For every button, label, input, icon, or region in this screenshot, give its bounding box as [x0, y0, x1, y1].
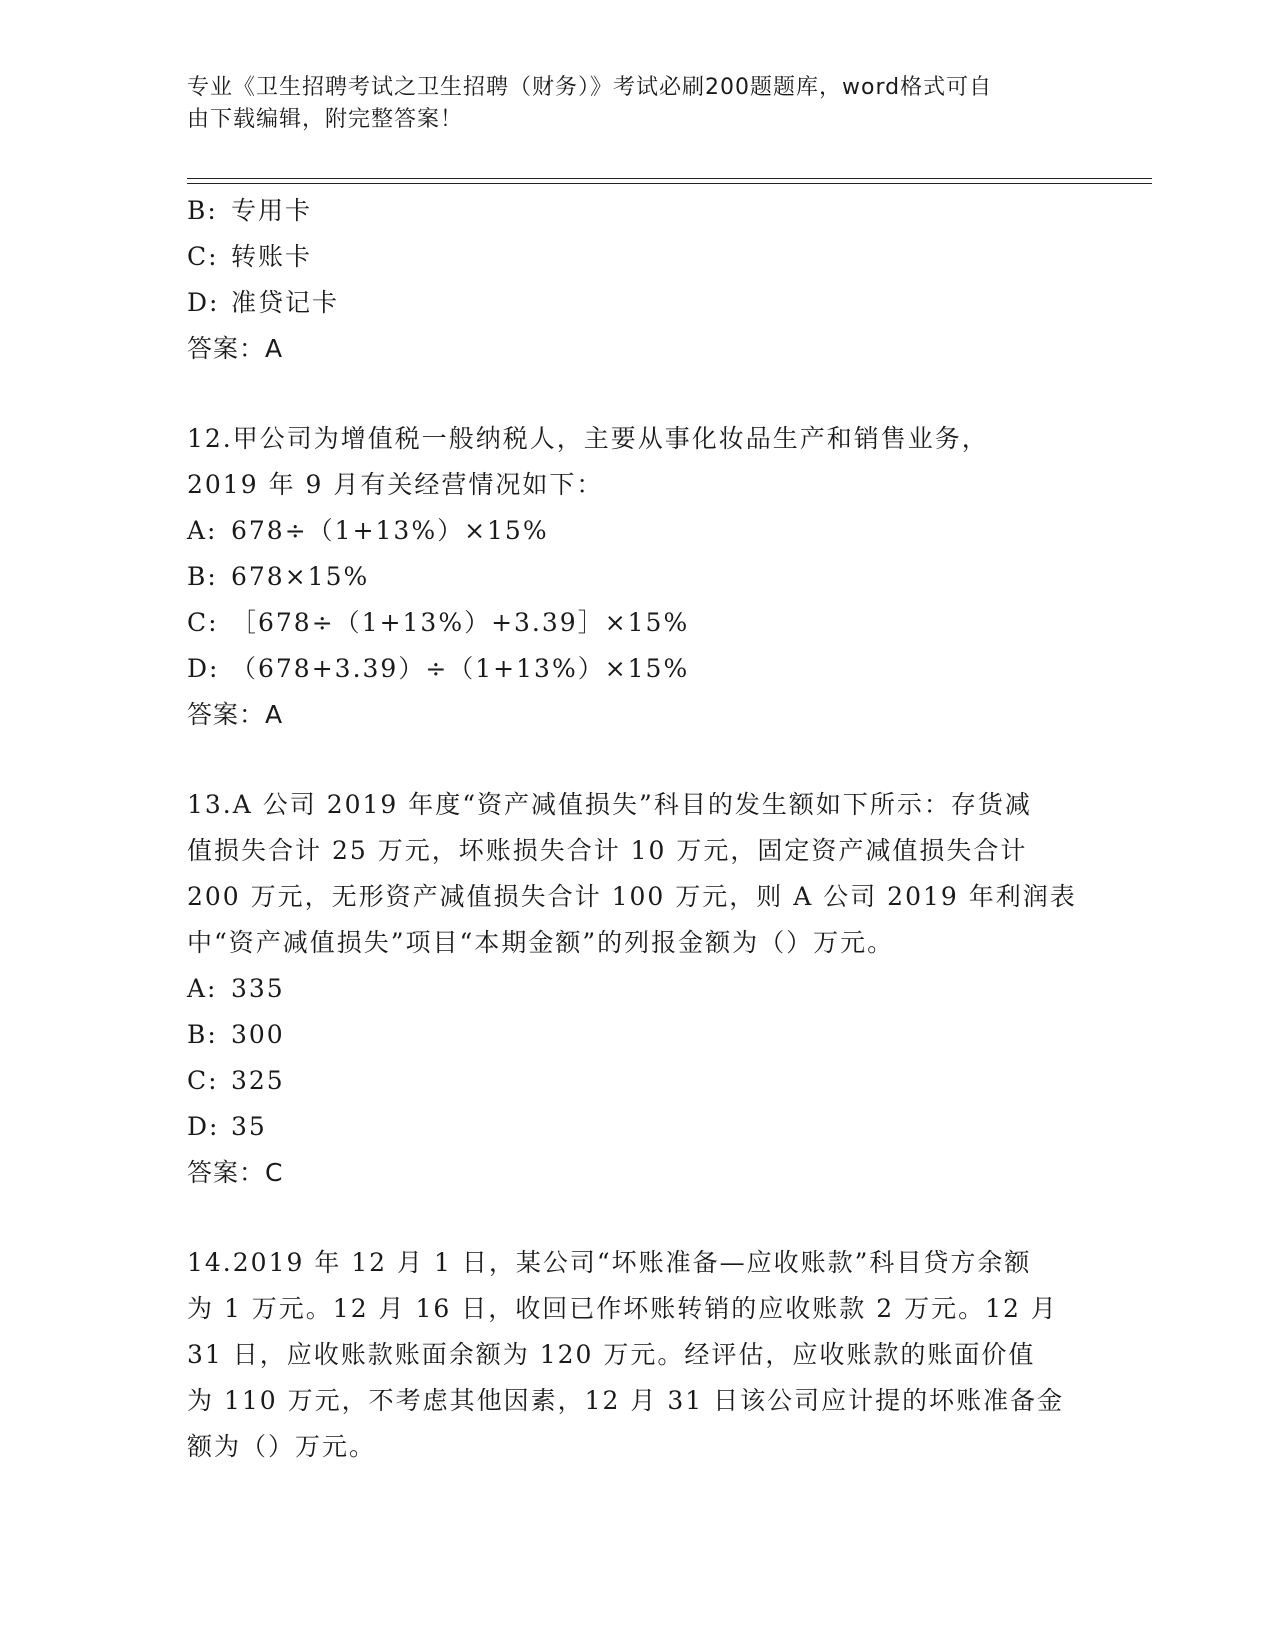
option-text: （678+3.39）÷（1+13%）×15%: [231, 654, 690, 683]
option-a: [187, 508, 1087, 554]
header-line-2: 由下载编辑，附完整答案！: [187, 107, 464, 132]
header-divider-top: [187, 178, 1152, 179]
option-text: 300: [231, 1020, 285, 1049]
option-d: [187, 1104, 1087, 1150]
option-text: 325: [231, 1066, 285, 1095]
option-label: C:: [187, 1066, 219, 1095]
option-text: 转账卡: [231, 242, 313, 271]
option-label: D:: [187, 1112, 220, 1141]
answer-line: 答案：A: [187, 334, 284, 363]
option-label: D:: [187, 288, 220, 317]
option-text: 678÷（1+13%）×15%: [231, 516, 549, 545]
option-label: A:: [187, 974, 218, 1003]
question-12: [187, 416, 1087, 738]
answer-line: 答案：A: [187, 700, 284, 729]
question-text-line: 中“资产减值损失”项目“本期金额”的列报金额为（）万元。: [187, 928, 895, 957]
question-text-line: 为 1 万元。12 月 16 日，收回已作坏账转销的应收账款 2 万元。12 月: [187, 1294, 1058, 1323]
header-line-1: 专业《卫生招聘考试之卫生招聘（财务）》考试必刷200题题库，word格式可自: [187, 75, 993, 100]
option-label: A:: [187, 516, 218, 545]
spacer: [187, 738, 1087, 782]
question-text-line: 为 110 万元，不考虑其他因素，12 月 31 日该公司应计提的坏账准备金: [187, 1386, 1065, 1415]
question-text-line: 值损失合计 25 万元，坏账损失合计 10 万元，固定资产减值损失合计: [187, 836, 1028, 865]
question-text-line: 13.A 公司 2019 年度“资产减值损失”科目的发生额如下所示：存货减: [187, 790, 1032, 819]
option-label: C:: [187, 608, 219, 637]
option-label: B:: [187, 562, 218, 591]
header-divider-bottom: [187, 183, 1152, 184]
question-11-tail: [187, 188, 1087, 372]
question-text-line: 2019 年 9 月有关经营情况如下：: [187, 470, 604, 499]
option-text: 678×15%: [231, 562, 370, 591]
option-text: 335: [231, 974, 285, 1003]
option-d: [187, 280, 1087, 326]
option-label: B:: [187, 1020, 218, 1049]
option-c: [187, 234, 1087, 280]
answer-line: 答案：C: [187, 1158, 284, 1187]
question-text-line: 12.甲公司为增值税一般纳税人，主要从事化妆品生产和销售业务，: [187, 424, 989, 453]
option-d: [187, 646, 1087, 692]
option-b: [187, 188, 1087, 234]
question-text-line: 200 万元，无形资产减值损失合计 100 万元，则 A 公司 2019 年利润表: [187, 882, 1077, 911]
option-text: 准贷记卡: [231, 288, 340, 317]
option-label: D:: [187, 654, 220, 683]
option-c: [187, 1058, 1087, 1104]
option-b: [187, 554, 1087, 600]
question-text-line: 31 日，应收账款账面余额为 120 万元。经评估，应收账款的账面价值: [187, 1340, 1036, 1369]
spacer: [187, 1196, 1087, 1240]
option-b: [187, 1012, 1087, 1058]
option-label: B:: [187, 196, 218, 225]
option-label: C:: [187, 242, 219, 271]
option-text: ［678÷（1+13%）+3.39］×15%: [231, 608, 690, 637]
document-body: [187, 188, 1087, 1470]
question-13: [187, 782, 1087, 1196]
spacer: [187, 372, 1087, 416]
option-text: 专用卡: [231, 196, 313, 225]
question-14: [187, 1240, 1087, 1470]
option-text: 35: [231, 1112, 267, 1141]
question-text-line: 14.2019 年 12 月 1 日，某公司“坏账准备—应收账款”科目贷方余额: [187, 1248, 1032, 1277]
option-a: [187, 966, 1087, 1012]
document-header: [187, 72, 1067, 136]
option-c: [187, 600, 1087, 646]
question-text-line: 额为（）万元。: [187, 1432, 377, 1461]
